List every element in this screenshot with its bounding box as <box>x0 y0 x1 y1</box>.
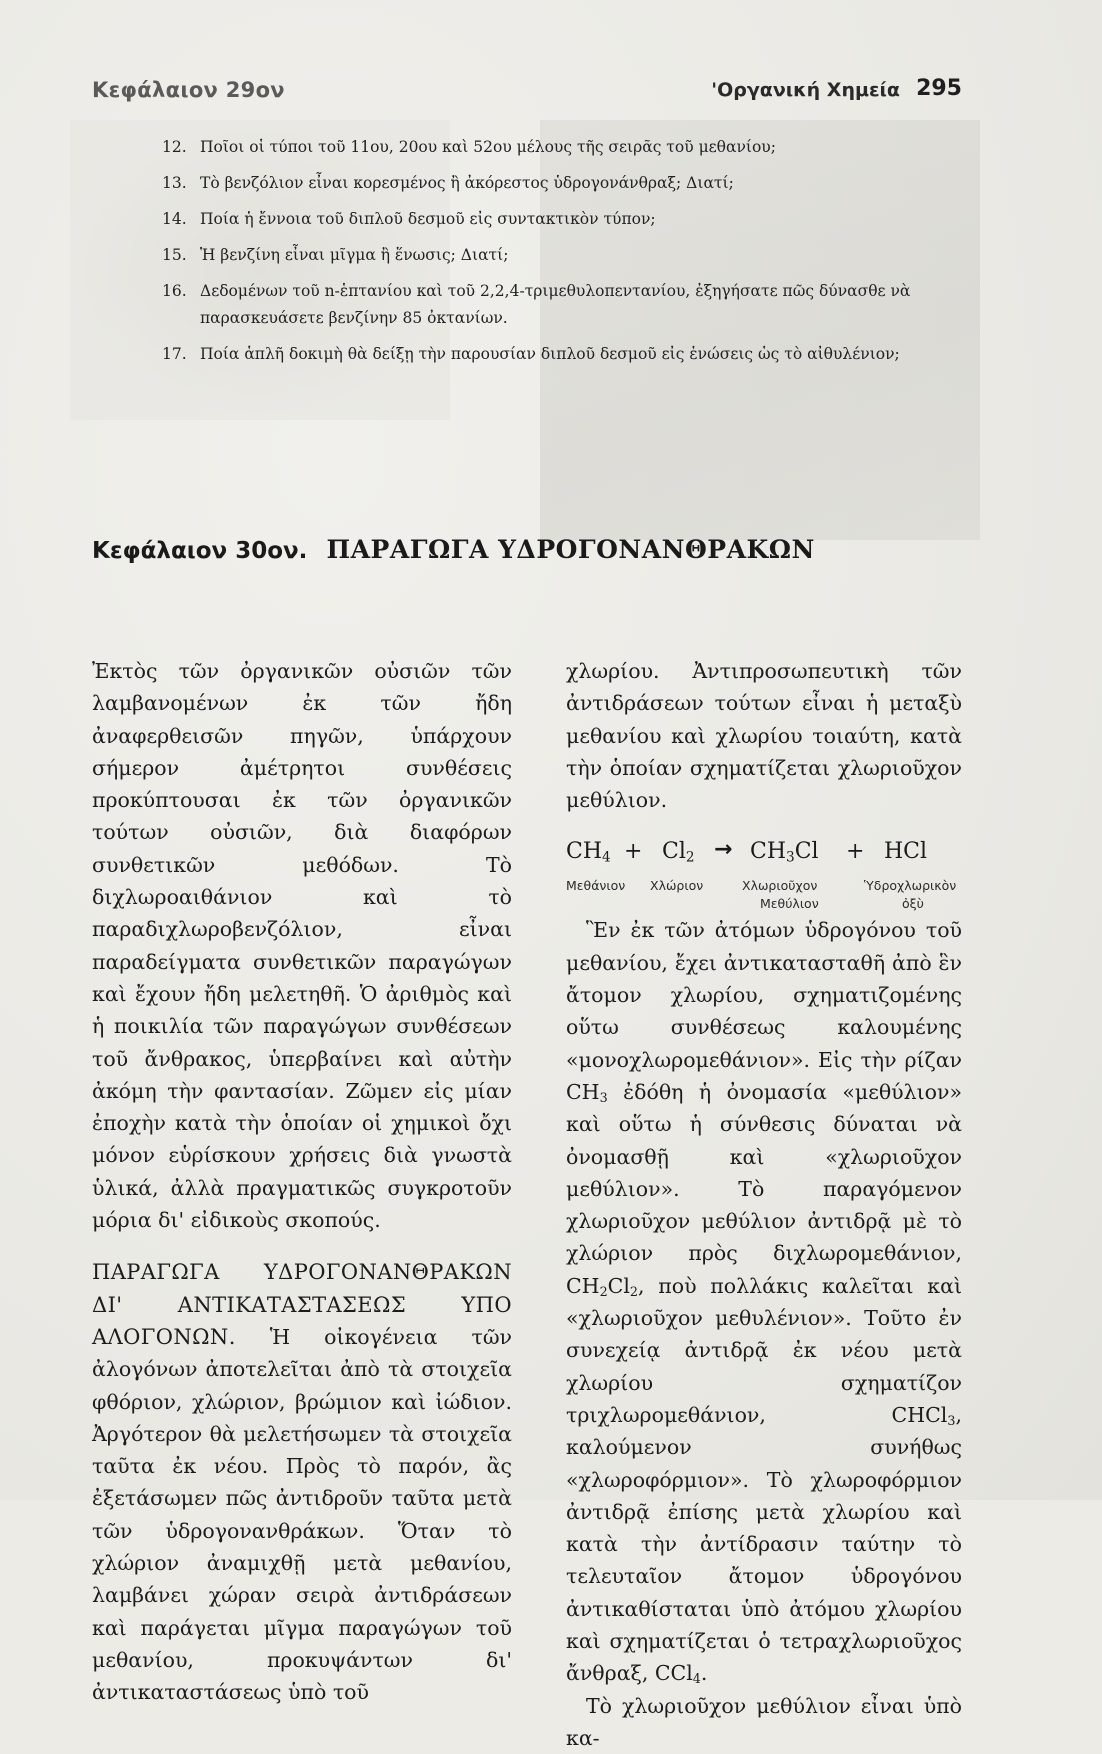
formula-methane: $CH_4$ <box>566 839 611 866</box>
question-number: 15. <box>162 246 187 264</box>
plus-sign: + <box>846 839 865 865</box>
header-chapter: Κεφάλαιον 29ον <box>92 78 285 102</box>
question-text: Ἡ βενζίνη εἶναι μῖγμα ἢ ἕνωσις; Διατί; <box>200 246 509 264</box>
formula-hcl: HCl <box>884 839 928 865</box>
intro-paragraph: Ἐκτὸς τῶν ὀργανικῶν οὐσιῶν τῶν λαμβανομένων ἐκ τῶν ἤδη ἀναφερθεισῶν πηγῶν, ὑπάρχουν σήμερον ἀμέτρητοι συνθέσεις προκύπτουσαι ἐκ τῶν ὀργανικῶν τούτων οὐσιῶν, διὰ διαφόρων συνθετικῶν μεθόδων. Τὸ διχλωροαιθάνιον καὶ τὸ παραδιχλωροβενζόλιον, εἶναι παραδείγματα συνθετικῶν παραγώγων καὶ ἔχουν ἤδη μελετηθῆ. Ὁ ἀριθμὸς καὶ ἡ ποικιλία τῶν παραγώγων συνθέσεων τοῦ ἄνθρακος, ὑπερβαίνει καὶ αὐτὴν ἀκόμη τὴν φαντασίαν. Ζῶμεν εἰς μίαν ἐποχὴν κατὰ τὴν ὁποίαν οἱ χημικοὶ ὄχι μόνον εὑρίσκουν χρήσεις διὰ γνωστὰ ὑλικά, ἀλλὰ πραγματικῶς συγκροτοῦν μόρια δι' εἰδικοὺς σκοπούς. <box>92 659 512 1233</box>
question-item <box>162 206 922 233</box>
label-hcl-2: ὀξὺ <box>902 896 924 912</box>
halogen-section-paragraph <box>92 1256 512 1708</box>
question-number: 12. <box>162 138 187 156</box>
question-item <box>162 278 922 332</box>
chapter-title <box>92 535 972 564</box>
question-number: 13. <box>162 174 187 192</box>
question-number: 17. <box>162 345 187 363</box>
question-text: Ποία ἡ ἔννοια τοῦ διπλοῦ δεσμοῦ εἰς συντακτικὸν τύπον; <box>200 210 656 228</box>
running-header <box>92 78 962 112</box>
label-hcl-1: Ὑδροχλωρικὸν <box>864 878 957 894</box>
right-column <box>566 655 962 1754</box>
chemical-equation <box>566 828 962 912</box>
question-text: Δεδομένων τοῦ n-ἑπτανίου καὶ τοῦ 2,2,4-τριμεθυλοπεντανίου, ἐξηγήσατε πῶς δύνασθε νὰ παρασκευάσετε βενζίνην 85 ὀκτανίων. <box>200 282 911 327</box>
question-item <box>162 134 922 161</box>
halogen-paragraph-text: Ἡ οἰκογένεια τῶν ἀλογόνων ἀποτελεῖται ἀπὸ τὰ στοιχεῖα φθόριον, χλώριον, βρώμιον καὶ ἰώδιον. Ἀργότερον θὰ μελετήσωμεν τὰ στοιχεῖα ταῦτα ἐκ νέου. Πρὸς τὸ παρόν, ἂς ἐξετάσωμεν πῶς ἀντιδροῦν ταῦτα μετὰ τῶν ὑδρογονανθράκων. Ὅταν τὸ χλώριον ἀναμιχθῇ μετὰ μεθανίου, λαμβάνει χώραν σειρὰ ἀντιδράσεων καὶ παράγεται μῖγμα παραγώγων τοῦ μεθανίου, προκυψάντων δι' ἀντικαταστάσεως ὑπὸ τοῦ <box>92 1324 512 1705</box>
question-text: Ποῖοι οἱ τύποι τοῦ 11ου, 20ου καὶ 52ου μέλους τῆς σειρᾶς τοῦ μεθανίου; <box>200 138 776 156</box>
label-methyl-chloride-1: Χλωριοῦχον <box>742 878 818 894</box>
section-heading: ΠΑΡΑΓΩΓΑ ΥΔΡΟΓΟΝΑΝΘΡΑΚΩΝ ΔΙ' ΑΝΤΙΚΑΤΑΣΤΑΣΕΩΣ ΥΠΟ ΑΛΟΓΟΝΩΝ. <box>92 1260 512 1349</box>
chapter-heading: ΠΑΡΑΓΩΓΑ ΥΔΡΟΓΟΝΑΝΘΡΑΚΩΝ <box>326 535 815 564</box>
formula-chlorine: $Cl_2$ <box>662 839 695 866</box>
left-column <box>92 655 512 1709</box>
header-subject: 'Οργανική Χημεία <box>711 79 900 101</box>
chapter-label: Κεφάλαιον 30ον. <box>92 538 308 564</box>
page-number: 295 <box>916 76 962 101</box>
label-chlorine: Χλώριον <box>650 878 704 894</box>
plus-sign: + <box>624 839 643 865</box>
closing-paragraph: Τὸ χλωριοῦχον μεθύλιον εἶναι ὑπὸ κα- <box>566 1693 962 1750</box>
formula-methyl-chloride: $CH_3Cl$ <box>750 839 819 866</box>
question-list <box>162 134 922 377</box>
label-methyl-chloride-2: Μεθύλιον <box>760 896 819 912</box>
question-item <box>162 170 922 197</box>
question-item <box>162 242 922 269</box>
question-text: Ποία ἁπλῆ δοκιμὴ θὰ δείξῃ τὴν παρουσίαν διπλοῦ δεσμοῦ εἰς ἑνώσεις ὡς τὸ αἰθυλένιον; <box>200 345 900 363</box>
question-item <box>162 341 922 368</box>
question-number: 14. <box>162 210 187 228</box>
question-text: Τὸ βενζόλιον εἶναι κορεσμένος ἢ ἀκόρεστος ὑδρογονάνθραξ; Διατί; <box>200 174 734 192</box>
question-number: 16. <box>162 282 187 300</box>
continuation-paragraph: χλωρίου. Ἀντιπροσωπευτικὴ τῶν ἀντιδράσεων τούτων εἶναι ἡ μεταξὺ μεθανίου καὶ χλωρίου τοιαύτη, κατὰ τὴν ὁποίαν σχηματίζεται χλωριοῦχον μεθύλιον. <box>566 659 962 813</box>
label-methane: Μεθάνιον <box>566 878 626 894</box>
reaction-arrow: → <box>714 837 733 863</box>
substitution-paragraph: Ἓν ἐκ τῶν ἀτόμων ὑδρογόνου τοῦ μεθανίου, ἔχει ἀντικατασταθῆ ἀπὸ ἓν ἄτομον χλωρίου, σχηματιζομένης οὕτω συνθέσεως καλουμένης «μονοχλωρομεθάνιον». Εἰς τὴν ρίζαν $CH_3$ ἐδόθη ἡ ὀνομασία «μεθύλιον» καὶ οὕτω ἡ σύνθεσις δύναται νὰ ὀνομασθῇ καὶ «χλωριοῦχον μεθύλιον». Τὸ παραγόμενον χλωριοῦχον μεθύλιον ἀντιδρᾷ μὲ τὸ χλώριον πρὸς διχλωρομεθάνιον, $CH_2Cl_2$, ποὺ πολλάκις καλεῖται καὶ «χλωριοῦχον μεθυλένιον». Τοῦτο ἐν συνεχείᾳ ἀντιδρᾷ ἐκ νέου μετὰ χλωρίου σχηματίζον τριχλωρομεθάνιον, CHCl$_3$, καλούμενον συνήθως «χλωροφόρμιον». Τὸ χλωροφόρμιον ἀντιδρᾷ ἐπίσης μετὰ χλωρίου καὶ κατὰ τὴν ἀντίδρασιν ταύτην τὸ τελευταῖον ἄτομον ὑδρογόνου ἀντικαθίσταται ὑπὸ ἀτόμου χλωρίου καὶ σχηματίζεται ὁ τετραχλωριοῦχος ἄνθραξ, CCl$_4$. <box>566 918 962 1687</box>
